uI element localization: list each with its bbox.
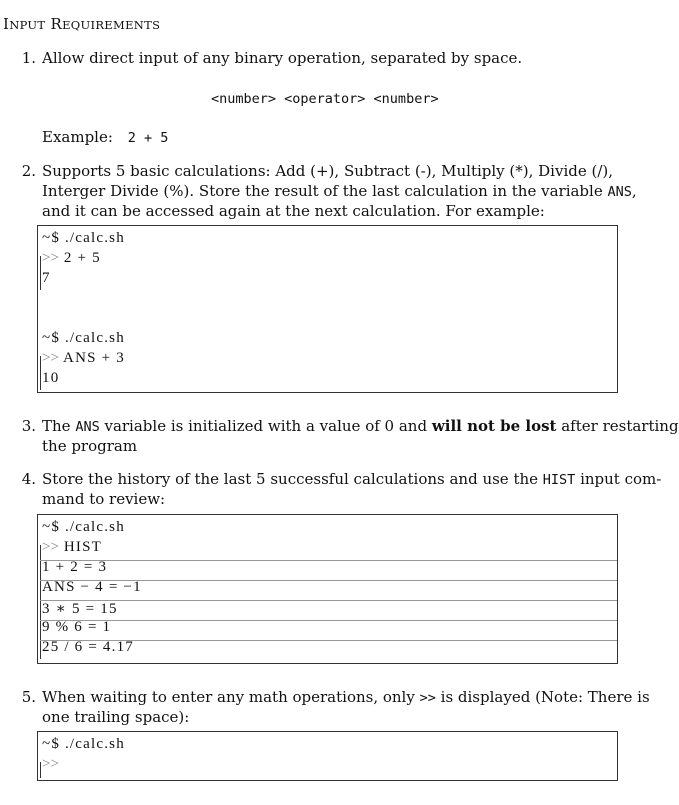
terminal-example-1 — [37, 225, 618, 393]
item1-text: Allow direct input of any binary operation, separated by space. — [42, 49, 523, 67]
prompt: >> — [42, 350, 59, 366]
history-entry: 9 % 6 = 1 — [42, 619, 112, 635]
prompt: >> — [42, 250, 59, 266]
terminal-input-line — [42, 539, 102, 556]
terminal-example-2 — [37, 514, 618, 664]
item3-line2: the program — [42, 437, 138, 455]
section-heading: INPUT REQUIREMENTS — [3, 15, 161, 33]
item2-line2: Interger Divide (%). Store the result of the last calculation in the variable ANS, — [42, 182, 637, 200]
prompt: >> — [42, 756, 59, 772]
history-entry: 25 / 6 = 4.17 — [42, 639, 134, 655]
history-entry: ANS − 4 = −1 — [42, 579, 142, 595]
ans-code: ANS — [607, 184, 632, 200]
item1-example — [42, 128, 168, 146]
prompt-code: >> — [419, 690, 436, 706]
prompt: >> — [42, 539, 59, 555]
item1-syntax: <number> <operator> <number> — [211, 91, 439, 107]
history-entry: 1 + 2 = 3 — [42, 559, 108, 575]
ans-code: ANS — [75, 419, 100, 435]
hist-code: HIST — [542, 472, 576, 488]
terminal-command: ~$ ./calc.sh — [42, 230, 125, 246]
terminal-input-line — [42, 350, 125, 367]
emphasis: will not be lost — [431, 417, 557, 435]
terminal-output: 10 — [42, 370, 60, 386]
item4-line2: mand to review: — [42, 490, 166, 508]
item-number: 4. — [21, 470, 36, 488]
example-value: 2 + 5 — [127, 130, 169, 146]
item5-line1: When waiting to enter any math operations, only >> is displayed (Note: There is — [42, 688, 650, 706]
terminal-command: ~$ ./calc.sh — [42, 330, 125, 346]
terminal-input-line — [42, 250, 101, 267]
item2-line1: Supports 5 basic calculations: Add (+), Subtract (-), Multiply (*), Divide (/), — [42, 162, 614, 180]
item-number: 1. — [21, 49, 36, 67]
item-number: 3. — [21, 417, 36, 435]
terminal-output: 7 — [42, 270, 51, 286]
example-label: Example: — [42, 128, 113, 146]
terminal-command: ~$ ./calc.sh — [42, 519, 125, 535]
item-number: 2. — [21, 162, 36, 180]
terminal-input: HIST — [63, 539, 103, 555]
terminal-example-3 — [37, 731, 618, 781]
history-entry: 3 ∗ 5 = 15 — [42, 601, 118, 617]
item5-line2: one trailing space): — [42, 708, 190, 726]
terminal-input: ANS + 3 — [63, 350, 125, 366]
terminal-command: ~$ ./calc.sh — [42, 736, 125, 752]
item-number: 5. — [21, 688, 36, 706]
item3-line1: The ANS variable is initialized with a value of 0 and will not be lost after restarting — [42, 417, 679, 435]
item4-line1: Store the history of the last 5 successful calculations and use the HIST input com- — [42, 470, 662, 488]
terminal-input: 2 + 5 — [63, 250, 101, 266]
item2-line3: and it can be accessed again at the next calculation. For example: — [42, 202, 545, 220]
terminal-input-line — [42, 756, 59, 773]
